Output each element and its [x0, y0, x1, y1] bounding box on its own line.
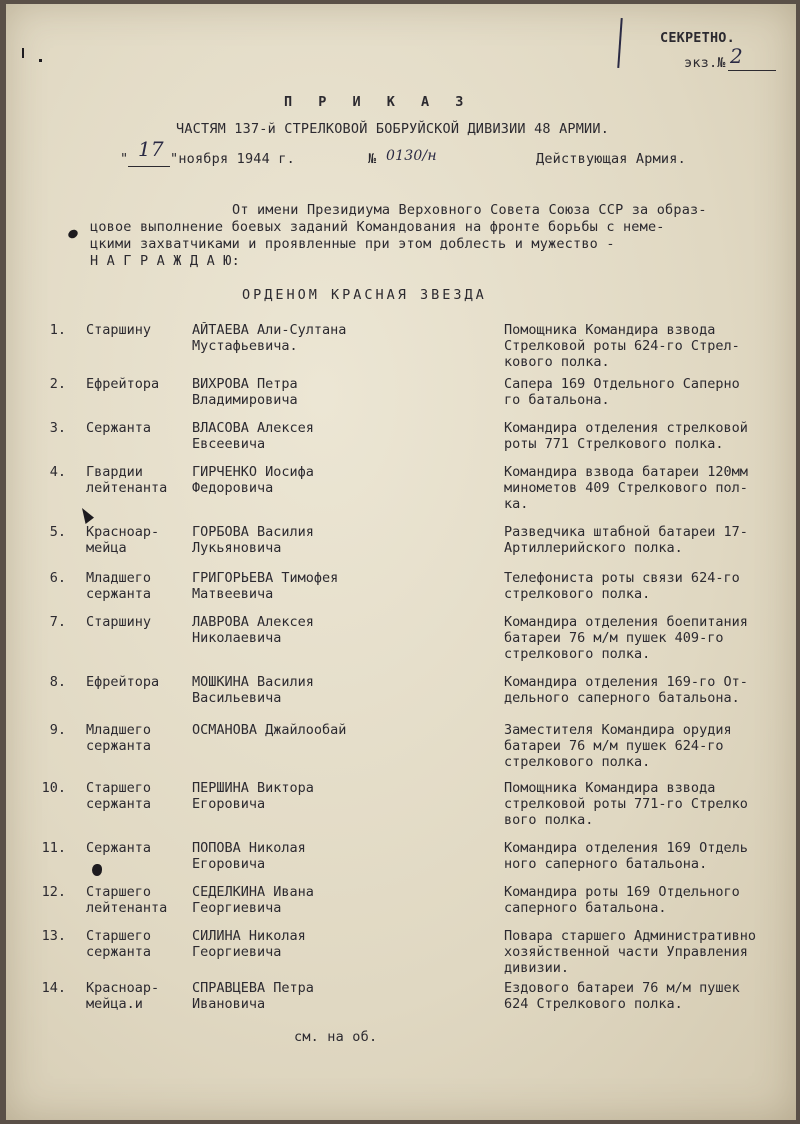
entry-name-line: ЛАВРОВА Алексея	[192, 614, 314, 630]
entry-position	[504, 524, 792, 556]
entry-rank-line: Сержанта	[86, 840, 152, 856]
entry-rank	[86, 420, 186, 436]
entry-rank-line: Гвардии	[86, 464, 143, 480]
award-entry	[6, 524, 796, 574]
entry-position-line: дельного саперного батальона.	[504, 690, 740, 706]
entry-rank-line: Старшего	[86, 928, 152, 944]
entry-number: 4.	[49, 464, 66, 480]
entry-number: 3.	[49, 420, 66, 436]
entry-rank-line: Старшего	[86, 780, 152, 796]
entry-rank-line: сержанта	[86, 586, 152, 602]
entry-position-line: Разведчика штабной батареи 17-	[504, 524, 748, 540]
entry-position-line: кового полка.	[504, 354, 610, 370]
award-entry	[6, 722, 796, 772]
entry-name	[192, 928, 492, 960]
margin-mark	[22, 48, 24, 58]
order-subtitle: ЧАСТЯМ 137-й СТРЕЛКОВОЙ БОБРУЙСКОЙ ДИВИЗИИ 48 АРМИИ.	[176, 121, 610, 137]
award-entry	[6, 674, 796, 724]
entry-rank	[86, 376, 186, 392]
entry-rank-line: лейтенанта	[86, 900, 168, 916]
entry-rank-line: Старшего	[86, 884, 152, 900]
entry-name-line: ОСМАНОВА Джайлообай	[192, 722, 347, 738]
entry-number: 6.	[49, 570, 66, 586]
entry-position-line: 624 Стрелкового полка.	[504, 996, 683, 1012]
entry-name-line: ГОРБОВА Василия	[192, 524, 314, 540]
copy-number: 2	[730, 44, 743, 68]
entry-rank-line: Старшину	[86, 322, 152, 338]
intro-line-3: цкими захватчиками и проявленные при этом доблесть и мужество -	[90, 236, 615, 252]
entry-position-line: роты 771 Стрелкового полка.	[504, 436, 724, 452]
entry-name	[192, 322, 492, 354]
entry-position-line: Стрелковой роты 624-го Стрел-	[504, 338, 740, 354]
entry-number: 12.	[41, 884, 66, 900]
entry-name	[192, 674, 492, 706]
entry-position-line: стрелковой роты 771-го Стрелко	[504, 796, 748, 812]
entry-number: 14.	[41, 980, 66, 996]
entry-number: 11.	[41, 840, 66, 856]
entry-rank-line: Красноар-	[86, 980, 160, 996]
entry-name	[192, 524, 492, 556]
entry-rank-line: сержанта	[86, 738, 152, 754]
entry-rank-line: Старшину	[86, 614, 152, 630]
entry-position	[504, 674, 792, 706]
margin-mark	[39, 59, 42, 62]
award-entry	[6, 464, 796, 514]
entry-number: 10.	[41, 780, 66, 796]
entry-name-line: Георгиевича	[192, 944, 282, 960]
entry-position-line: Помощника Командира взвода	[504, 322, 716, 338]
entry-position-line: вого полка.	[504, 812, 594, 828]
document-page	[6, 4, 796, 1120]
entry-rank	[86, 928, 186, 960]
entry-position-line: Командира взвода батареи 120мм	[504, 464, 748, 480]
entry-position-line: хозяйственной части Управления	[504, 944, 748, 960]
entry-name	[192, 780, 492, 812]
entry-name	[192, 420, 492, 452]
entry-name-line: Егоровича	[192, 856, 266, 872]
entry-rank	[86, 780, 186, 812]
entry-position-line: стрелкового полка.	[504, 754, 651, 770]
entry-name-line: СЕДЕЛКИНА Ивана	[192, 884, 314, 900]
entry-position-line: Командира отделения 169-го От-	[504, 674, 748, 690]
entry-rank-line: Младшего	[86, 722, 152, 738]
entry-number: 8.	[49, 674, 66, 690]
entry-position	[504, 614, 792, 662]
entry-rank	[86, 322, 186, 338]
entry-position-line: ного саперного батальона.	[504, 856, 708, 872]
entry-position-line: Артиллерийского полка.	[504, 540, 683, 556]
intro-line-1: От имени Президиума Верховного Совета Союза ССР за образ-	[232, 202, 707, 218]
entry-position-line: батареи 76 м/м пушек 624-го	[504, 738, 724, 754]
entry-position	[504, 780, 792, 828]
entry-rank-line: сержанта	[86, 796, 152, 812]
entry-name-line: МОШКИНА Василия	[192, 674, 314, 690]
entry-name-line: СИЛИНА Николая	[192, 928, 306, 944]
entry-rank	[86, 524, 186, 556]
date-underline	[128, 166, 170, 167]
entry-rank	[86, 840, 186, 856]
place-text: Действующая Армия.	[536, 151, 686, 167]
entry-number: 9.	[49, 722, 66, 738]
entry-rank	[86, 674, 186, 690]
entry-name-line: СПРАВЦЕВА Петра	[192, 980, 314, 996]
entry-position	[504, 420, 792, 452]
entry-name-line: Васильевича	[192, 690, 282, 706]
ink-blot	[67, 228, 80, 240]
order-number-label: №	[368, 151, 377, 167]
entry-position-line: стрелкового полка.	[504, 646, 651, 662]
entry-position-line: Командира отделения боепитания	[504, 614, 748, 630]
entry-position	[504, 928, 792, 976]
secret-stamp: СЕКРЕТНО.	[660, 30, 735, 46]
entry-rank-line: Младшего	[86, 570, 152, 586]
entry-position-line: минометов 409 Стрелкового пол-	[504, 480, 748, 496]
entry-name	[192, 614, 492, 646]
entry-number: 13.	[41, 928, 66, 944]
entry-number: 5.	[49, 524, 66, 540]
date-rest: "ноября 1944 г.	[170, 151, 295, 167]
entry-rank	[86, 570, 186, 602]
entry-rank-line: сержанта	[86, 944, 152, 960]
entry-name-line: Владимировича	[192, 392, 298, 408]
entry-position-line: Помощника Командира взвода	[504, 780, 716, 796]
entry-rank-line: Красноар-	[86, 524, 160, 540]
entry-position	[504, 570, 792, 602]
entry-name	[192, 722, 492, 738]
entry-name	[192, 376, 492, 408]
entry-rank-line: Ефрейтора	[86, 674, 160, 690]
entry-name-line: Егоровича	[192, 796, 266, 812]
order-number: 0130/н	[386, 148, 437, 164]
entry-rank-line: Сержанта	[86, 420, 152, 436]
entry-number: 1.	[49, 322, 66, 338]
entry-name-line: Федоровича	[192, 480, 274, 496]
award-entry	[6, 780, 796, 830]
entry-name-line: Ивановича	[192, 996, 266, 1012]
entry-number: 7.	[49, 614, 66, 630]
award-entry	[6, 570, 796, 620]
entry-rank	[86, 722, 186, 754]
entry-position	[504, 980, 792, 1012]
entry-name-line: Николаевича	[192, 630, 282, 646]
entry-name-line: ГИРЧЕНКО Иосифа	[192, 464, 314, 480]
entry-position-line: стрелкового полка.	[504, 586, 651, 602]
award-entry	[6, 322, 796, 372]
entry-position-line: ка.	[504, 496, 529, 512]
copy-underline	[728, 70, 776, 71]
entry-position	[504, 322, 792, 370]
entry-position-line: Ездового батареи 76 м/м пушек	[504, 980, 740, 996]
entry-position-line: Телефониста роты связи 624-го	[504, 570, 740, 586]
entry-name-line: Лукьяновича	[192, 540, 282, 556]
entry-name	[192, 840, 492, 872]
award-entry	[6, 376, 796, 426]
entry-name	[192, 464, 492, 496]
award-entry	[6, 980, 796, 1030]
entry-rank-line: Ефрейтора	[86, 376, 160, 392]
entry-name	[192, 884, 492, 916]
entry-position-line: Повара старшего Административно	[504, 928, 756, 944]
entry-rank-line: лейтенанта	[86, 480, 168, 496]
award-entry	[6, 928, 796, 978]
entry-name-line: ВЛАСОВА Алексея	[192, 420, 314, 436]
entry-position	[504, 840, 792, 872]
entry-position-line: го батальона.	[504, 392, 610, 408]
ink-blot	[92, 864, 102, 876]
award-entry	[6, 420, 796, 470]
entry-name-line: Матвеевича	[192, 586, 274, 602]
entry-position-line: Сапера 169 Отдельного Саперно	[504, 376, 740, 392]
copy-label: экз.№	[684, 55, 726, 71]
entry-position	[504, 884, 792, 916]
entry-position	[504, 722, 792, 770]
entry-position-line: Заместителя Командира орудия	[504, 722, 732, 738]
entry-rank	[86, 464, 186, 496]
see-reverse-note: см. на об.	[294, 1029, 378, 1045]
entry-position-line: саперного батальона.	[504, 900, 667, 916]
order-title: П Р И К А З	[284, 94, 473, 110]
entry-rank-line: мейца.и	[86, 996, 143, 1012]
entry-position-line: Командира отделения 169 Отдель	[504, 840, 748, 856]
entry-name	[192, 980, 492, 1012]
entry-name-line: Евсеевича	[192, 436, 266, 452]
entry-name	[192, 570, 492, 602]
entry-position-line: Командира отделения стрелковой	[504, 420, 748, 436]
date-open-quote: "	[120, 151, 129, 167]
entry-rank	[86, 614, 186, 630]
handwritten-stroke	[617, 18, 622, 68]
date-day: 17	[138, 137, 164, 161]
entry-name-line: ПОПОВА Николая	[192, 840, 306, 856]
award-heading: ОРДЕНОМ КРАСНАЯ ЗВЕЗДА	[242, 287, 487, 303]
entry-name-line: ГРИГОРЬЕВА Тимофея	[192, 570, 339, 586]
award-entry	[6, 884, 796, 934]
entry-rank-line: мейца	[86, 540, 127, 556]
entry-position	[504, 376, 792, 408]
entry-number: 2.	[49, 376, 66, 392]
entry-name-line: ВИХРОВА Петра	[192, 376, 298, 392]
intro-line-4: Н А Г Р А Ж Д А Ю:	[90, 253, 240, 269]
entry-name-line: Мустафьевича.	[192, 338, 298, 354]
award-entry	[6, 840, 796, 890]
intro-line-2: цовое выполнение боевых заданий Командования на фронте борьбы с неме-	[90, 219, 665, 235]
entry-rank	[86, 884, 186, 916]
entry-name-line: Георгиевича	[192, 900, 282, 916]
entry-name-line: ПЕРШИНА Виктора	[192, 780, 314, 796]
entry-rank	[86, 980, 186, 1012]
entry-position	[504, 464, 792, 512]
entry-name-line: АЙТАЕВА Али-Султана	[192, 322, 347, 338]
entry-position-line: дивизии.	[504, 960, 570, 976]
entry-position-line: Командира роты 169 Отдельного	[504, 884, 740, 900]
award-entry	[6, 614, 796, 664]
entry-position-line: батареи 76 м/м пушек 409-го	[504, 630, 724, 646]
